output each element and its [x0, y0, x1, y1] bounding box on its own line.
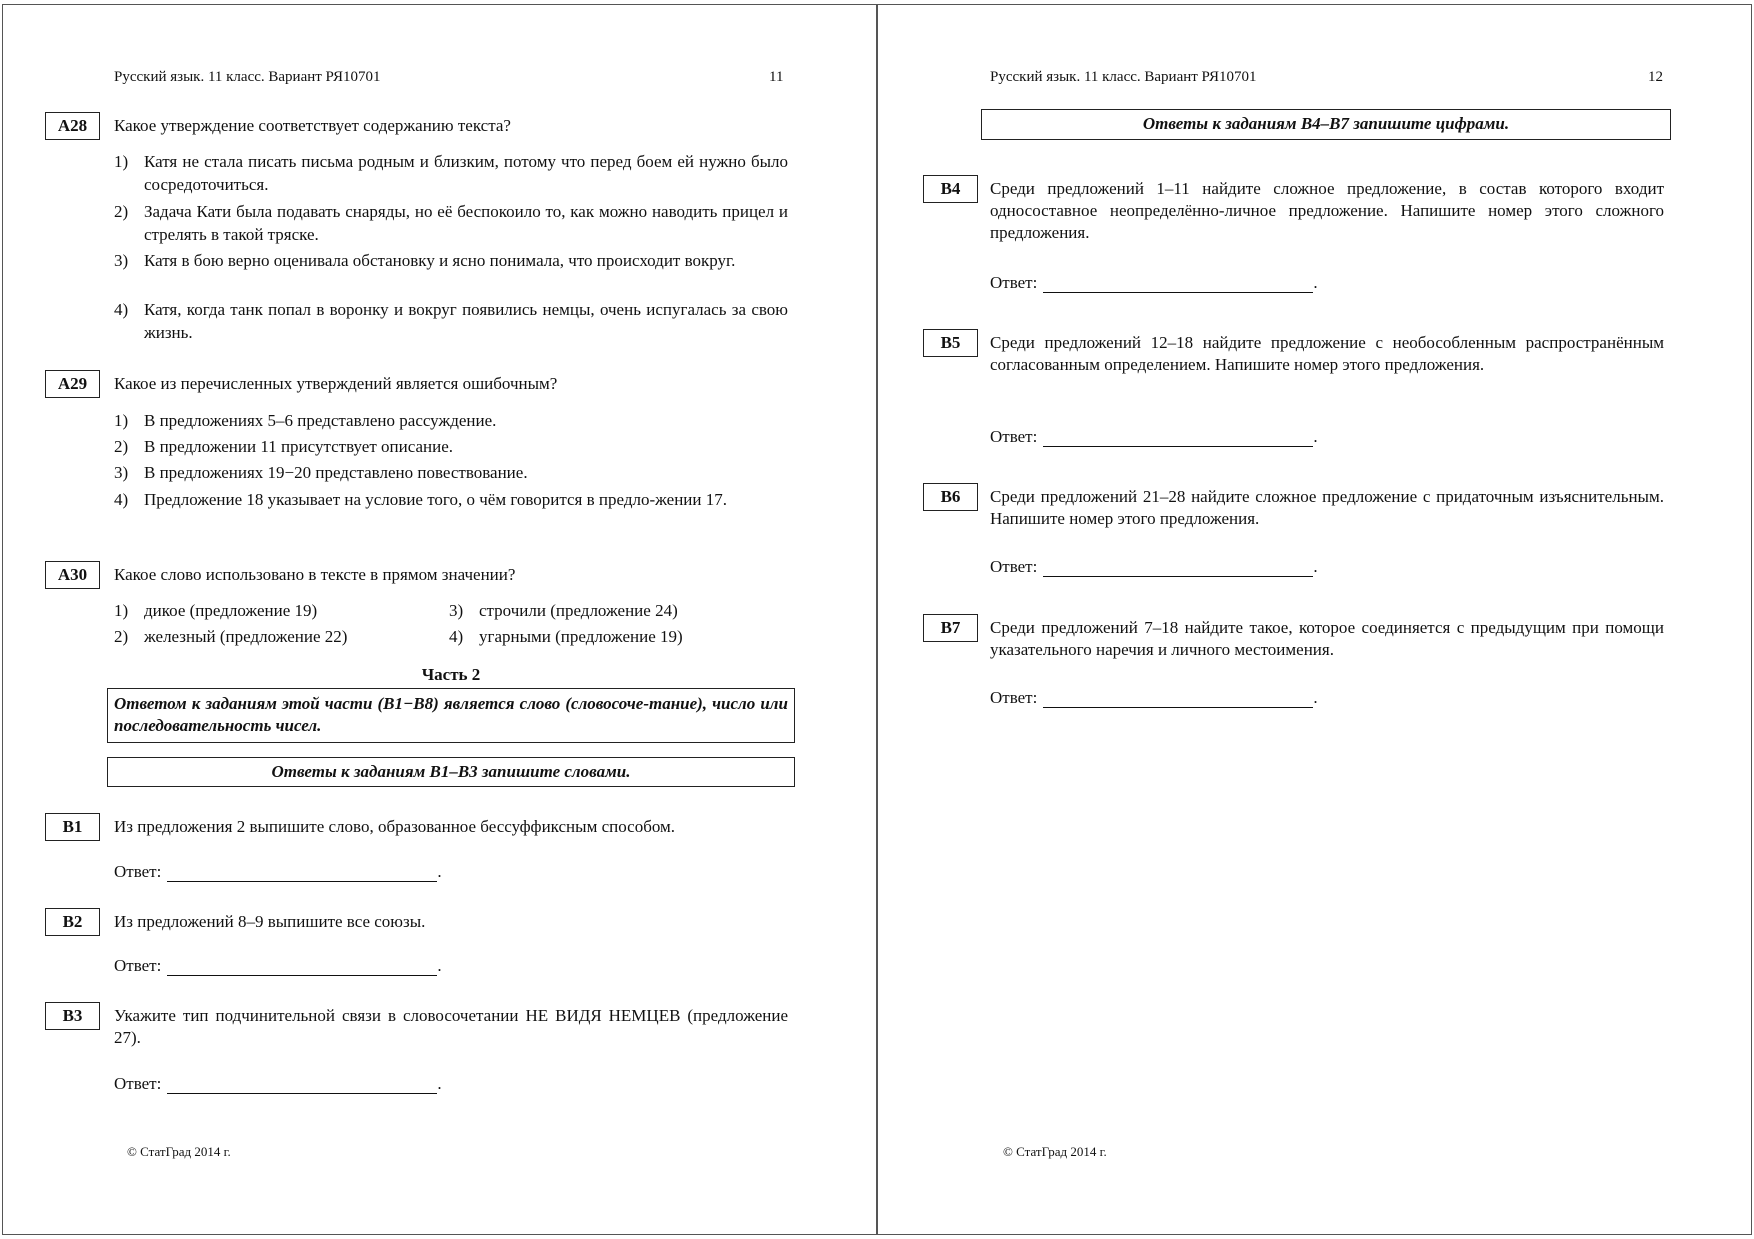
task-label-b6: В6 — [923, 483, 978, 511]
footer-copyright: © СтатГрад 2014 г. — [1003, 1144, 1107, 1159]
answer-line[interactable] — [1043, 691, 1313, 708]
answer-option[interactable] — [114, 462, 788, 485]
page-header-title: Русский язык. 11 класс. Вариант РЯ10701 — [114, 69, 381, 85]
option-text: Задача Кати была подавать снаряды, но её беспокоило то, как можно наводить прицел и стрелять в такой тряске. — [144, 202, 788, 244]
answer-label: Ответ: — [990, 273, 1038, 292]
option-text: В предложениях 5–6 представлено рассуждение. — [144, 411, 497, 430]
task-question-a28: Какое утверждение соответствует содержанию текста? — [114, 116, 511, 135]
task-label-a30: А30 — [45, 561, 100, 589]
option-number: 1) — [114, 152, 129, 171]
option-number: 4) — [449, 627, 464, 646]
answer-label: Ответ: — [114, 1074, 162, 1093]
answer-field-b5[interactable] — [990, 427, 1318, 447]
answer-field-b1[interactable] — [114, 862, 442, 882]
option-number: 1) — [114, 411, 129, 430]
answer-label: Ответ: — [114, 862, 162, 881]
option-text: дикое (предложение 19) — [144, 601, 318, 620]
task-question-a29: Какое из перечисленных утверждений является ошибочным? — [114, 374, 558, 393]
answer-period: . — [437, 862, 442, 881]
option-number: 2) — [114, 627, 129, 646]
option-text: строчили (предложение 24) — [479, 601, 678, 620]
answer-option[interactable] — [449, 600, 769, 623]
task-label-b3: В3 — [45, 1002, 100, 1030]
option-number: 3) — [449, 601, 464, 620]
page-number: 12 — [1648, 69, 1663, 85]
task-label-a28: А28 — [45, 112, 100, 140]
task-question-b5: Среди предложений 12–18 найдите предложение с необособленным распространённым согласованным определением. Напишите номер этого предложения. — [990, 333, 1664, 374]
answer-field-b7[interactable] — [990, 688, 1318, 708]
right-page — [877, 4, 1752, 1235]
answer-field-b6[interactable] — [990, 557, 1318, 577]
left-page — [2, 4, 877, 1235]
answer-line[interactable] — [1043, 430, 1313, 447]
task-label-b4: В4 — [923, 175, 978, 203]
answer-field-b2[interactable] — [114, 956, 442, 976]
task-question-a30: Какое слово использовано в тексте в прямом значении? — [114, 565, 516, 584]
b1-b3-note-box: Ответы к заданиям В1–В3 запишите словами. — [107, 757, 795, 787]
task-label-b7: В7 — [923, 614, 978, 642]
answer-label: Ответ: — [990, 557, 1038, 576]
answer-option[interactable] — [114, 410, 788, 433]
task-label-b5: В5 — [923, 329, 978, 357]
answer-option[interactable] — [114, 151, 788, 196]
answer-option[interactable] — [449, 626, 769, 649]
option-text: железный (предложение 22) — [144, 627, 348, 646]
answer-period: . — [1313, 273, 1318, 292]
answer-option[interactable] — [114, 626, 434, 649]
answer-period: . — [1313, 557, 1318, 576]
answer-field-b4[interactable] — [990, 273, 1318, 293]
option-text: В предложениях 19−20 представлено повествование. — [144, 463, 528, 482]
answer-line[interactable] — [1043, 560, 1313, 577]
answer-label: Ответ: — [990, 427, 1038, 446]
option-text: В предложении 11 присутствует описание. — [144, 437, 454, 456]
option-number: 4) — [114, 490, 129, 509]
option-number: 2) — [114, 437, 129, 456]
task-question-b4: Среди предложений 1–11 найдите сложное предложение, в состав которого входит односоставное неопределённо-личное предложение. Напишите номер этого сложного предложения. — [990, 179, 1664, 242]
answer-option[interactable] — [114, 299, 788, 344]
answer-period: . — [437, 1074, 442, 1093]
task-label-b2: В2 — [45, 908, 100, 936]
answer-line[interactable] — [1043, 276, 1313, 293]
option-number: 3) — [114, 463, 129, 482]
footer-copyright: © СтатГрад 2014 г. — [127, 1144, 231, 1159]
answer-option[interactable] — [114, 201, 788, 246]
answer-option[interactable] — [114, 489, 788, 512]
answer-option[interactable] — [114, 436, 788, 459]
page-header-title: Русский язык. 11 класс. Вариант РЯ10701 — [990, 69, 1257, 85]
answer-line[interactable] — [167, 1077, 437, 1094]
answer-label: Ответ: — [990, 688, 1038, 707]
option-text: угарными (предложение 19) — [479, 627, 683, 646]
task-question-b7: Среди предложений 7–18 найдите такое, которое соединяется с предыдущим при помощи указательного наречия и личного местоимения. — [990, 618, 1664, 659]
task-label-b1: В1 — [45, 813, 100, 841]
part-title: Часть 2 — [421, 665, 481, 684]
page-number: 11 — [769, 69, 784, 85]
task-question-b6: Среди предложений 21–28 найдите сложное предложение с придаточным изъяснительным. Напишите номер этого предложения. — [990, 487, 1664, 528]
part2-instruction-box: Ответом к заданиям этой части (В1−В8) является слово (словосоче-тание), число или последовательность чисел. — [107, 688, 795, 743]
option-number: 4) — [114, 300, 129, 319]
task-question-b3: Укажите тип подчинительной связи в словосочетании НЕ ВИДЯ НЕМЦЕВ (предложение 27). — [114, 1006, 788, 1047]
answer-period: . — [1313, 688, 1318, 707]
answer-option[interactable] — [114, 600, 434, 623]
option-number: 2) — [114, 202, 129, 221]
task-question-b2: Из предложений 8–9 выпишите все союзы. — [114, 912, 426, 931]
option-text: Катя не стала писать письма родным и близким, потому что перед боем ей нужно было сосредоточиться. — [144, 152, 788, 194]
answer-option[interactable] — [114, 250, 788, 273]
option-text: Катя, когда танк попал в воронку и вокруг появились немцы, очень испугалась за свою жизнь. — [144, 300, 788, 342]
answer-period: . — [437, 956, 442, 975]
option-number: 1) — [114, 601, 129, 620]
answer-line[interactable] — [167, 959, 437, 976]
b4-b7-note-box: Ответы к заданиям В4–В7 запишите цифрами. — [981, 109, 1671, 140]
option-text: Катя в бою верно оценивала обстановку и ясно понимала, что происходит вокруг. — [144, 251, 736, 270]
answer-field-b3[interactable] — [114, 1074, 442, 1094]
option-text: Предложение 18 указывает на условие того, о чём говорится в предло-жении 17. — [144, 490, 727, 509]
task-label-a29: А29 — [45, 370, 100, 398]
answer-line[interactable] — [167, 865, 437, 882]
task-question-b1: Из предложения 2 выпишите слово, образованное бессуффиксным способом. — [114, 817, 676, 836]
answer-label: Ответ: — [114, 956, 162, 975]
option-number: 3) — [114, 251, 129, 270]
answer-period: . — [1313, 427, 1318, 446]
